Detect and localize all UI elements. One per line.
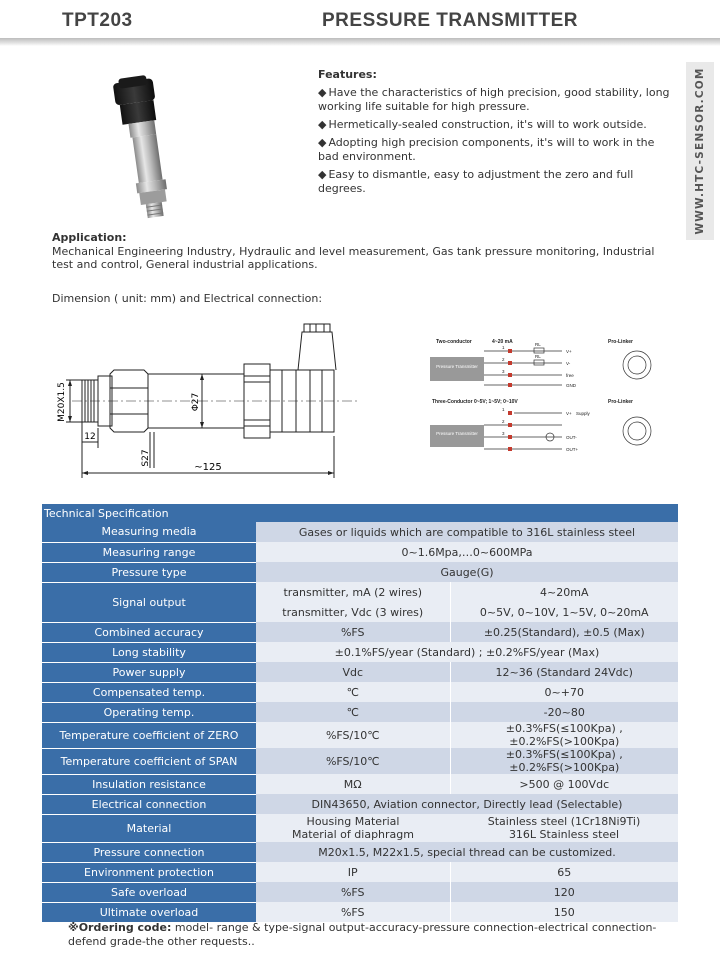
- spec-unit: IP: [256, 862, 450, 882]
- pin-1-top: 1: [502, 345, 505, 350]
- material-housing-label: Housing Material: [306, 815, 400, 828]
- spec-value: 65: [450, 862, 678, 882]
- spec-unit: MΩ: [256, 774, 450, 794]
- material-housing-value: Stainless steel (1Cr18Ni9Ti): [487, 815, 641, 828]
- spec-value: 0~1.6Mpa,…0~600MPa: [256, 542, 678, 562]
- spec-table: [42, 504, 678, 923]
- spec-label: Temperature coefficient of SPAN: [42, 748, 256, 774]
- spec-label: Measuring range: [42, 542, 256, 562]
- spec-label: Ultimate overload: [42, 902, 256, 922]
- table-row: [42, 902, 678, 922]
- pin-1-bottom: 1: [502, 407, 505, 412]
- spec-unit: ℃: [256, 702, 450, 722]
- product-photo: [88, 72, 228, 222]
- pin-2-top: 2: [502, 357, 505, 362]
- spec-table-title: Technical Specification: [42, 504, 678, 522]
- features-title: Features:: [318, 68, 377, 81]
- ordering-code: [68, 921, 668, 949]
- two-conductor-title: Two-conductor: [436, 339, 472, 345]
- table-row: [42, 862, 678, 882]
- spec-label: Pressure connection: [42, 842, 256, 862]
- spec-value: 150: [450, 902, 678, 922]
- free-label: free: [566, 373, 574, 378]
- spec-unit: ℃: [256, 682, 450, 702]
- spec-value: 4~20mA: [450, 582, 678, 602]
- feature-item: ◆ Easy to dismantle, easy to adjustment the zero and full degrees.: [318, 168, 673, 196]
- feature-item: ◆ Adopting high precision components, it's will to work in the bad environment.: [318, 136, 673, 164]
- side-url-banner: [686, 62, 714, 240]
- spec-value: -20~80: [450, 702, 678, 722]
- spec-unit: [256, 814, 450, 842]
- table-row: [42, 582, 678, 602]
- spec-value: M20x1.5, M22x1.5, special thread can be customized.: [256, 842, 678, 862]
- table-row: [42, 662, 678, 682]
- header-rule: [0, 38, 720, 46]
- table-row: [42, 774, 678, 794]
- two-conductor-range: 4~20 mA: [492, 339, 513, 345]
- page-title: PRESSURE TRANSMITTER: [322, 10, 578, 31]
- dimension-drawing: [52, 318, 362, 488]
- material-diaphragm-label: Material of diaphragm: [292, 828, 414, 841]
- spec-label: Compensated temp.: [42, 682, 256, 702]
- feature-item: ◆ Have the characteristics of high precision, good stability, long working life suitable for high pressure.: [318, 86, 673, 114]
- supply-label: Supply: [576, 411, 590, 416]
- table-row: [42, 794, 678, 814]
- table-row: [42, 682, 678, 702]
- dim-diameter-label: Φ27: [191, 392, 201, 412]
- dim-length-12: 12: [84, 432, 96, 442]
- spec-value: ±0.25(Standard), ±0.5 (Max): [450, 622, 678, 642]
- spec-value: 0~+70: [450, 682, 678, 702]
- prolinker-label-top: Pro-Linker: [608, 339, 634, 345]
- table-row: [42, 702, 678, 722]
- spec-unit: Vdc: [256, 662, 450, 682]
- ordering-code-text: model- range & type-signal output-accuracy-pressure connection-electrical connection-defend grade-the other requests..: [68, 921, 657, 948]
- spec-unit: transmitter, Vdc (3 wires): [256, 602, 450, 622]
- spec-label: Electrical connection: [42, 794, 256, 814]
- table-row: [42, 882, 678, 902]
- table-row: [42, 842, 678, 862]
- spec-unit: %FS/10℃: [256, 722, 450, 748]
- dim-total-length: ~125: [194, 462, 222, 473]
- rl-label-1: RL: [535, 342, 541, 347]
- spec-value: 120: [450, 882, 678, 902]
- spec-unit: %FS: [256, 622, 450, 642]
- rl-label-2: RL: [535, 354, 541, 359]
- transmitter-box-top: [430, 357, 484, 381]
- spec-value: ±0.3%FS(≤100Kpa) , ±0.2%FS(>100Kpa): [450, 722, 678, 748]
- spec-value: 0~5V, 0~10V, 1~5V, 0~20mA: [450, 602, 678, 622]
- spec-label: Temperature coefficient of ZERO: [42, 722, 256, 748]
- spec-value: 12~36 (Standard 24Vdc): [450, 662, 678, 682]
- spec-label: Operating temp.: [42, 702, 256, 722]
- table-row: [42, 722, 678, 748]
- spec-label: Combined accuracy: [42, 622, 256, 642]
- product-model: TPT203: [62, 10, 133, 31]
- spec-value: [450, 814, 678, 842]
- table-row: [42, 562, 678, 582]
- wiring-diagram: [422, 333, 684, 473]
- dim-hex-label: S27: [141, 449, 151, 467]
- features-section: [318, 68, 673, 200]
- spec-value: ±0.3%FS(≤100Kpa) , ±0.2%FS(>100Kpa): [450, 748, 678, 774]
- pin-3-bottom: 3: [502, 431, 505, 436]
- spec-label: Power supply: [42, 662, 256, 682]
- table-row: [42, 748, 678, 774]
- vplus-label-bottom: V+: [566, 411, 572, 416]
- spec-label: Long stability: [42, 642, 256, 662]
- spec-unit: transmitter, mA (2 wires): [256, 582, 450, 602]
- spec-label: Safe overload: [42, 882, 256, 902]
- pin-2-bottom: 2: [502, 419, 505, 424]
- out-minus-label: OUT-: [566, 435, 577, 440]
- table-row: [42, 814, 678, 842]
- spec-label: Material: [42, 814, 256, 842]
- ordering-code-label: ※Ordering code:: [68, 921, 172, 934]
- spec-label: Signal output: [42, 582, 256, 622]
- pin-3-top: 3: [502, 369, 505, 374]
- spec-value: Gauge(G): [256, 562, 678, 582]
- table-row: [42, 522, 678, 542]
- application-title: Application:: [52, 231, 127, 244]
- spec-unit: %FS: [256, 902, 450, 922]
- spec-label: Insulation resistance: [42, 774, 256, 794]
- transmitter-label-bottom: Pressure Transmitter: [436, 431, 478, 436]
- side-url-text: WWW.HTC-SENSOR.COM: [694, 67, 706, 235]
- vplus-label: V+: [566, 349, 572, 354]
- spec-value: ±0.1%FS/year (Standard) ; ±0.2%FS/year (Max): [256, 642, 678, 662]
- vminus-label: V-: [566, 361, 571, 366]
- out-plus-label: OUT+: [566, 447, 579, 452]
- application-text: Mechanical Engineering Industry, Hydraulic and level measurement, Gas tank pressure monitoring, Industrial test and control, General industrial applications.: [52, 244, 655, 271]
- spec-label: Environment protection: [42, 862, 256, 882]
- dim-thread-label: M20X1.5: [57, 382, 67, 422]
- application-section: [52, 231, 677, 272]
- table-row: [42, 542, 678, 562]
- spec-value: >500 @ 100Vdc: [450, 774, 678, 794]
- spec-unit: %FS/10℃: [256, 748, 450, 774]
- dimension-title: Dimension ( unit: mm) and Electrical connection:: [52, 292, 323, 305]
- table-row: [42, 642, 678, 662]
- transmitter-box-bottom: [430, 425, 484, 447]
- spec-label: Measuring media: [42, 522, 256, 542]
- spec-value: Gases or liquids which are compatible to 316L stainless steel: [256, 522, 678, 542]
- spec-value: DIN43650, Aviation connector, Directly lead (Selectable): [256, 794, 678, 814]
- spec-label: Pressure type: [42, 562, 256, 582]
- spec-unit: %FS: [256, 882, 450, 902]
- transmitter-label-top: Pressure Transmitter: [436, 364, 478, 369]
- material-diaphragm-value: 316L Stainless steel: [508, 828, 620, 841]
- table-row: [42, 622, 678, 642]
- prolinker-label-bottom: Pro-Linker: [608, 399, 634, 405]
- gnd-label: GND: [566, 383, 576, 388]
- three-conductor-title: Three-Conductor 0~5V; 1~5V; 0~10V: [432, 399, 518, 405]
- feature-item: ◆ Hermetically-sealed construction, it's will to work outside.: [318, 118, 673, 132]
